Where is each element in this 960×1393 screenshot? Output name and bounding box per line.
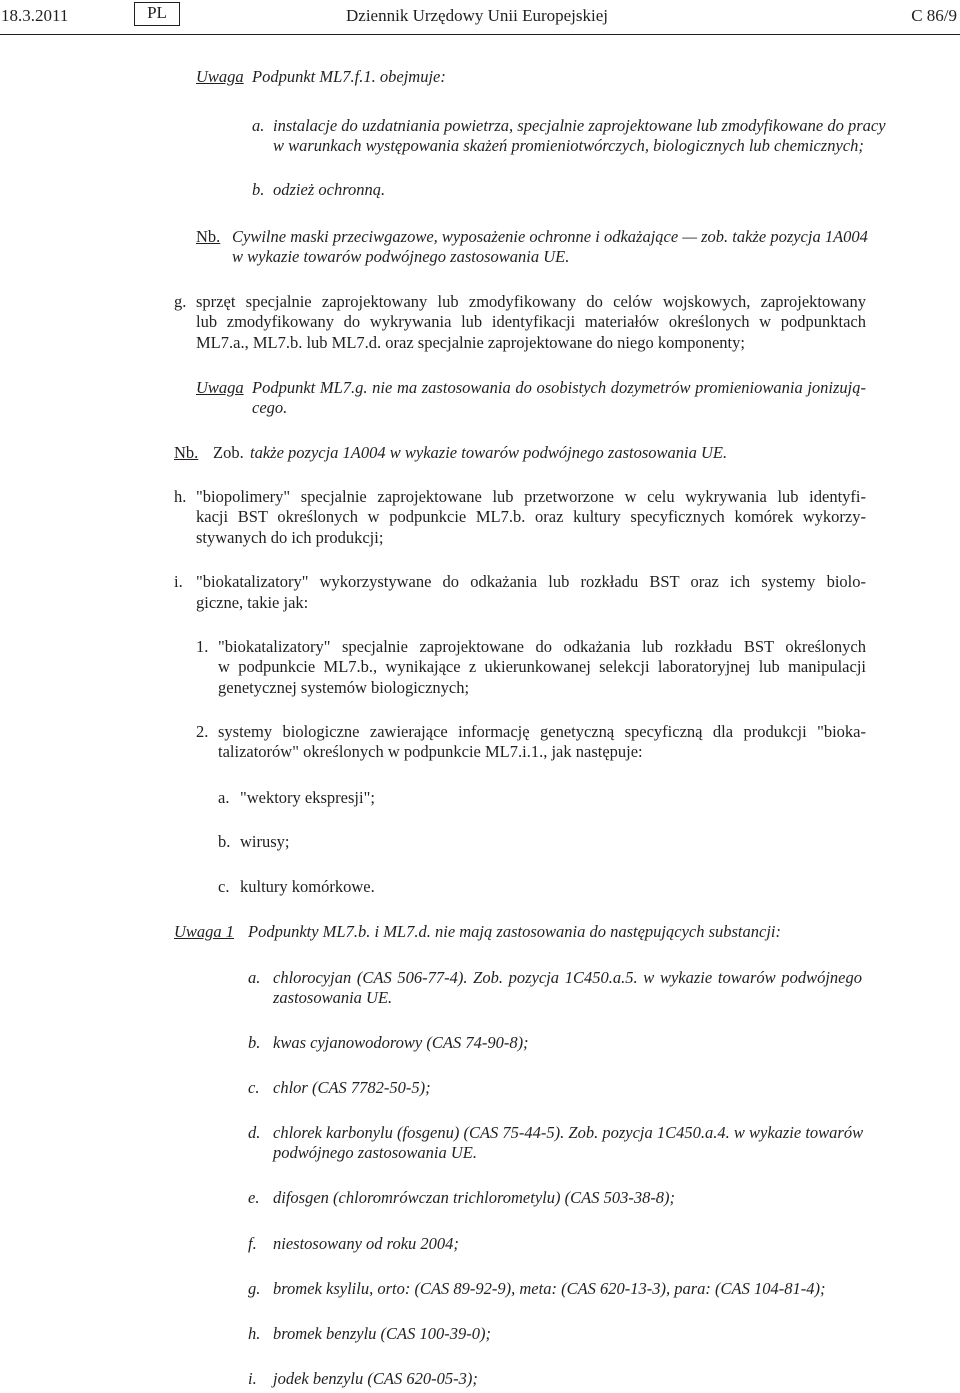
list-marker: a. bbox=[218, 788, 230, 807]
list-marker: i. bbox=[174, 572, 183, 591]
paragraph-line: "biokatalizatory" wykorzystywane do odkażania lub rozkładu BST oraz ich systemy biolo- bbox=[196, 572, 866, 591]
paragraph-line: sprzęt specjalnie zaprojektowany lub zmodyfikowany do celów wojskowych, zaprojektowany bbox=[196, 292, 866, 311]
note-label: Uwaga 1 bbox=[174, 922, 235, 941]
list-item-line: kwas cyjanowodorowy (CAS 74-90-8); bbox=[273, 1033, 529, 1052]
nb-label: Nb. bbox=[174, 443, 199, 462]
page-header bbox=[0, 2, 960, 32]
list-item-line: podwójnego zastosowania UE. bbox=[273, 1143, 477, 1162]
paragraph-line: kacji BST określonych w podpunkcie ML7.b. oraz kultury specyficznych komórek wykorzy- bbox=[196, 507, 866, 526]
note-text: Podpunkty ML7.b. i ML7.d. nie mają zastosowania do następujących substancji: bbox=[248, 922, 782, 941]
list-marker: e. bbox=[248, 1188, 260, 1207]
paragraph-line: talizatorów" określonych w podpunkcie ML7.i.1., jak następuje: bbox=[218, 742, 643, 761]
journal-title: Dziennik Urzędowy Unii Europejskiej bbox=[346, 6, 609, 25]
list-item-text: "wektory ekspresji"; bbox=[240, 788, 375, 807]
paragraph-line: lub zmodyfikowany do wykrywania lub identyfikacji materiałów określonych w podpunktach bbox=[196, 312, 866, 331]
list-marker: b. bbox=[218, 832, 231, 851]
paragraph-line: genetycznej systemów biologicznych; bbox=[218, 678, 470, 697]
list-marker: 2. bbox=[196, 722, 209, 741]
language-badge: PL bbox=[134, 2, 180, 26]
paragraph-line: systemy biologiczne zawierające informację genetyczną specyficzną dla produkcji "bioka- bbox=[218, 722, 866, 741]
list-item-line: niestosowany od roku 2004; bbox=[273, 1234, 459, 1253]
list-marker: g. bbox=[248, 1279, 261, 1298]
list-item-line: difosgen (chloromrówczan trichlorometylu) (CAS 503-38-8); bbox=[273, 1188, 676, 1207]
list-marker: d. bbox=[248, 1123, 261, 1142]
list-item-line: chlorek karbonylu (fosgenu) (CAS 75-44-5). Zob. pozycja 1C450.a.4. w wykazie towarów bbox=[273, 1123, 864, 1142]
list-marker: i. bbox=[248, 1369, 257, 1388]
header-divider bbox=[0, 34, 960, 35]
list-item-line: w warunkach występowania skażeń promieniotwórczych, biologicznych lub chemicznych; bbox=[273, 136, 864, 155]
note-line: cego. bbox=[252, 398, 288, 417]
list-item-line: instalacje do uzdatniania powietrza, specjalnie zaprojektowane lub zmodyfikowane do pracy bbox=[273, 116, 886, 135]
nb-label: Nb. bbox=[196, 227, 221, 246]
publication-date: 18.3.2011 bbox=[1, 6, 69, 25]
paragraph-line: "biopolimery" specjalnie zaprojektowane lub przetworzone w celu wykrywania lub identyfi- bbox=[196, 487, 866, 506]
list-item-line: chlorocyjan (CAS 506-77-4). Zob. pozycja 1C450.a.5. w wykazie towarów podwójnego bbox=[273, 968, 862, 987]
paragraph-line: w podpunkcie ML7.b., wynikające z ukierunkowanej selekcji laboratoryjnej lub manipulacji bbox=[218, 657, 866, 676]
note-text: Podpunkt ML7.f.1. obejmuje: bbox=[252, 67, 446, 86]
list-item-line: bromek benzylu (CAS 100-39-0); bbox=[273, 1324, 491, 1343]
list-item-line: jodek benzylu (CAS 620-05-3); bbox=[273, 1369, 478, 1388]
list-item-text: kultury komórkowe. bbox=[240, 877, 375, 896]
list-marker: c. bbox=[218, 877, 230, 896]
paragraph-line: ML7.a., ML7.b. lub ML7.d. oraz specjalnie zaprojektowane do niego komponenty; bbox=[196, 333, 745, 352]
nb-line: w wykazie towarów podwójnego zastosowania UE. bbox=[232, 247, 570, 266]
note-label: Uwaga bbox=[196, 378, 244, 397]
list-marker: g. bbox=[174, 292, 187, 311]
list-item-line: odzież ochronną. bbox=[273, 180, 386, 199]
nb-text: także pozycja 1A004 w wykazie towarów podwójnego zastosowania UE. bbox=[250, 443, 728, 462]
note-label: Uwaga bbox=[196, 67, 244, 86]
list-item-text: wirusy; bbox=[240, 832, 290, 851]
list-marker: 1. bbox=[196, 637, 209, 656]
nb-line: Cywilne maski przeciwgazowe, wyposażenie ochronne i odkażające — zob. także pozycja 1A004 bbox=[232, 227, 868, 246]
list-marker: h. bbox=[174, 487, 187, 506]
list-marker: b. bbox=[248, 1033, 261, 1052]
list-marker: a. bbox=[248, 968, 261, 987]
list-marker: b. bbox=[252, 180, 265, 199]
paragraph-line: giczne, takie jak: bbox=[196, 593, 309, 612]
list-marker: h. bbox=[248, 1324, 261, 1343]
list-item-line: zastosowania UE. bbox=[273, 988, 393, 1007]
paragraph-line: "biokatalizatory" specjalnie zaprojektowane do odkażania lub rozkładu BST określonych bbox=[218, 637, 866, 656]
list-marker: c. bbox=[248, 1078, 260, 1097]
list-item-line: bromek ksylilu, orto: (CAS 89-92-9), meta: (CAS 620-13-3), para: (CAS 104-81-4); bbox=[273, 1279, 826, 1298]
page-reference: C 86/9 bbox=[911, 6, 957, 25]
list-marker: f. bbox=[248, 1234, 257, 1253]
nb-text-prefix: Zob. bbox=[213, 443, 244, 462]
paragraph-line: stywanych do ich produkcji; bbox=[196, 528, 384, 547]
list-item-line: chlor (CAS 7782-50-5); bbox=[273, 1078, 431, 1097]
note-line: Podpunkt ML7.g. nie ma zastosowania do osobistych dozymetrów promieniowania jonizują- bbox=[252, 378, 866, 397]
list-marker: a. bbox=[252, 116, 265, 135]
